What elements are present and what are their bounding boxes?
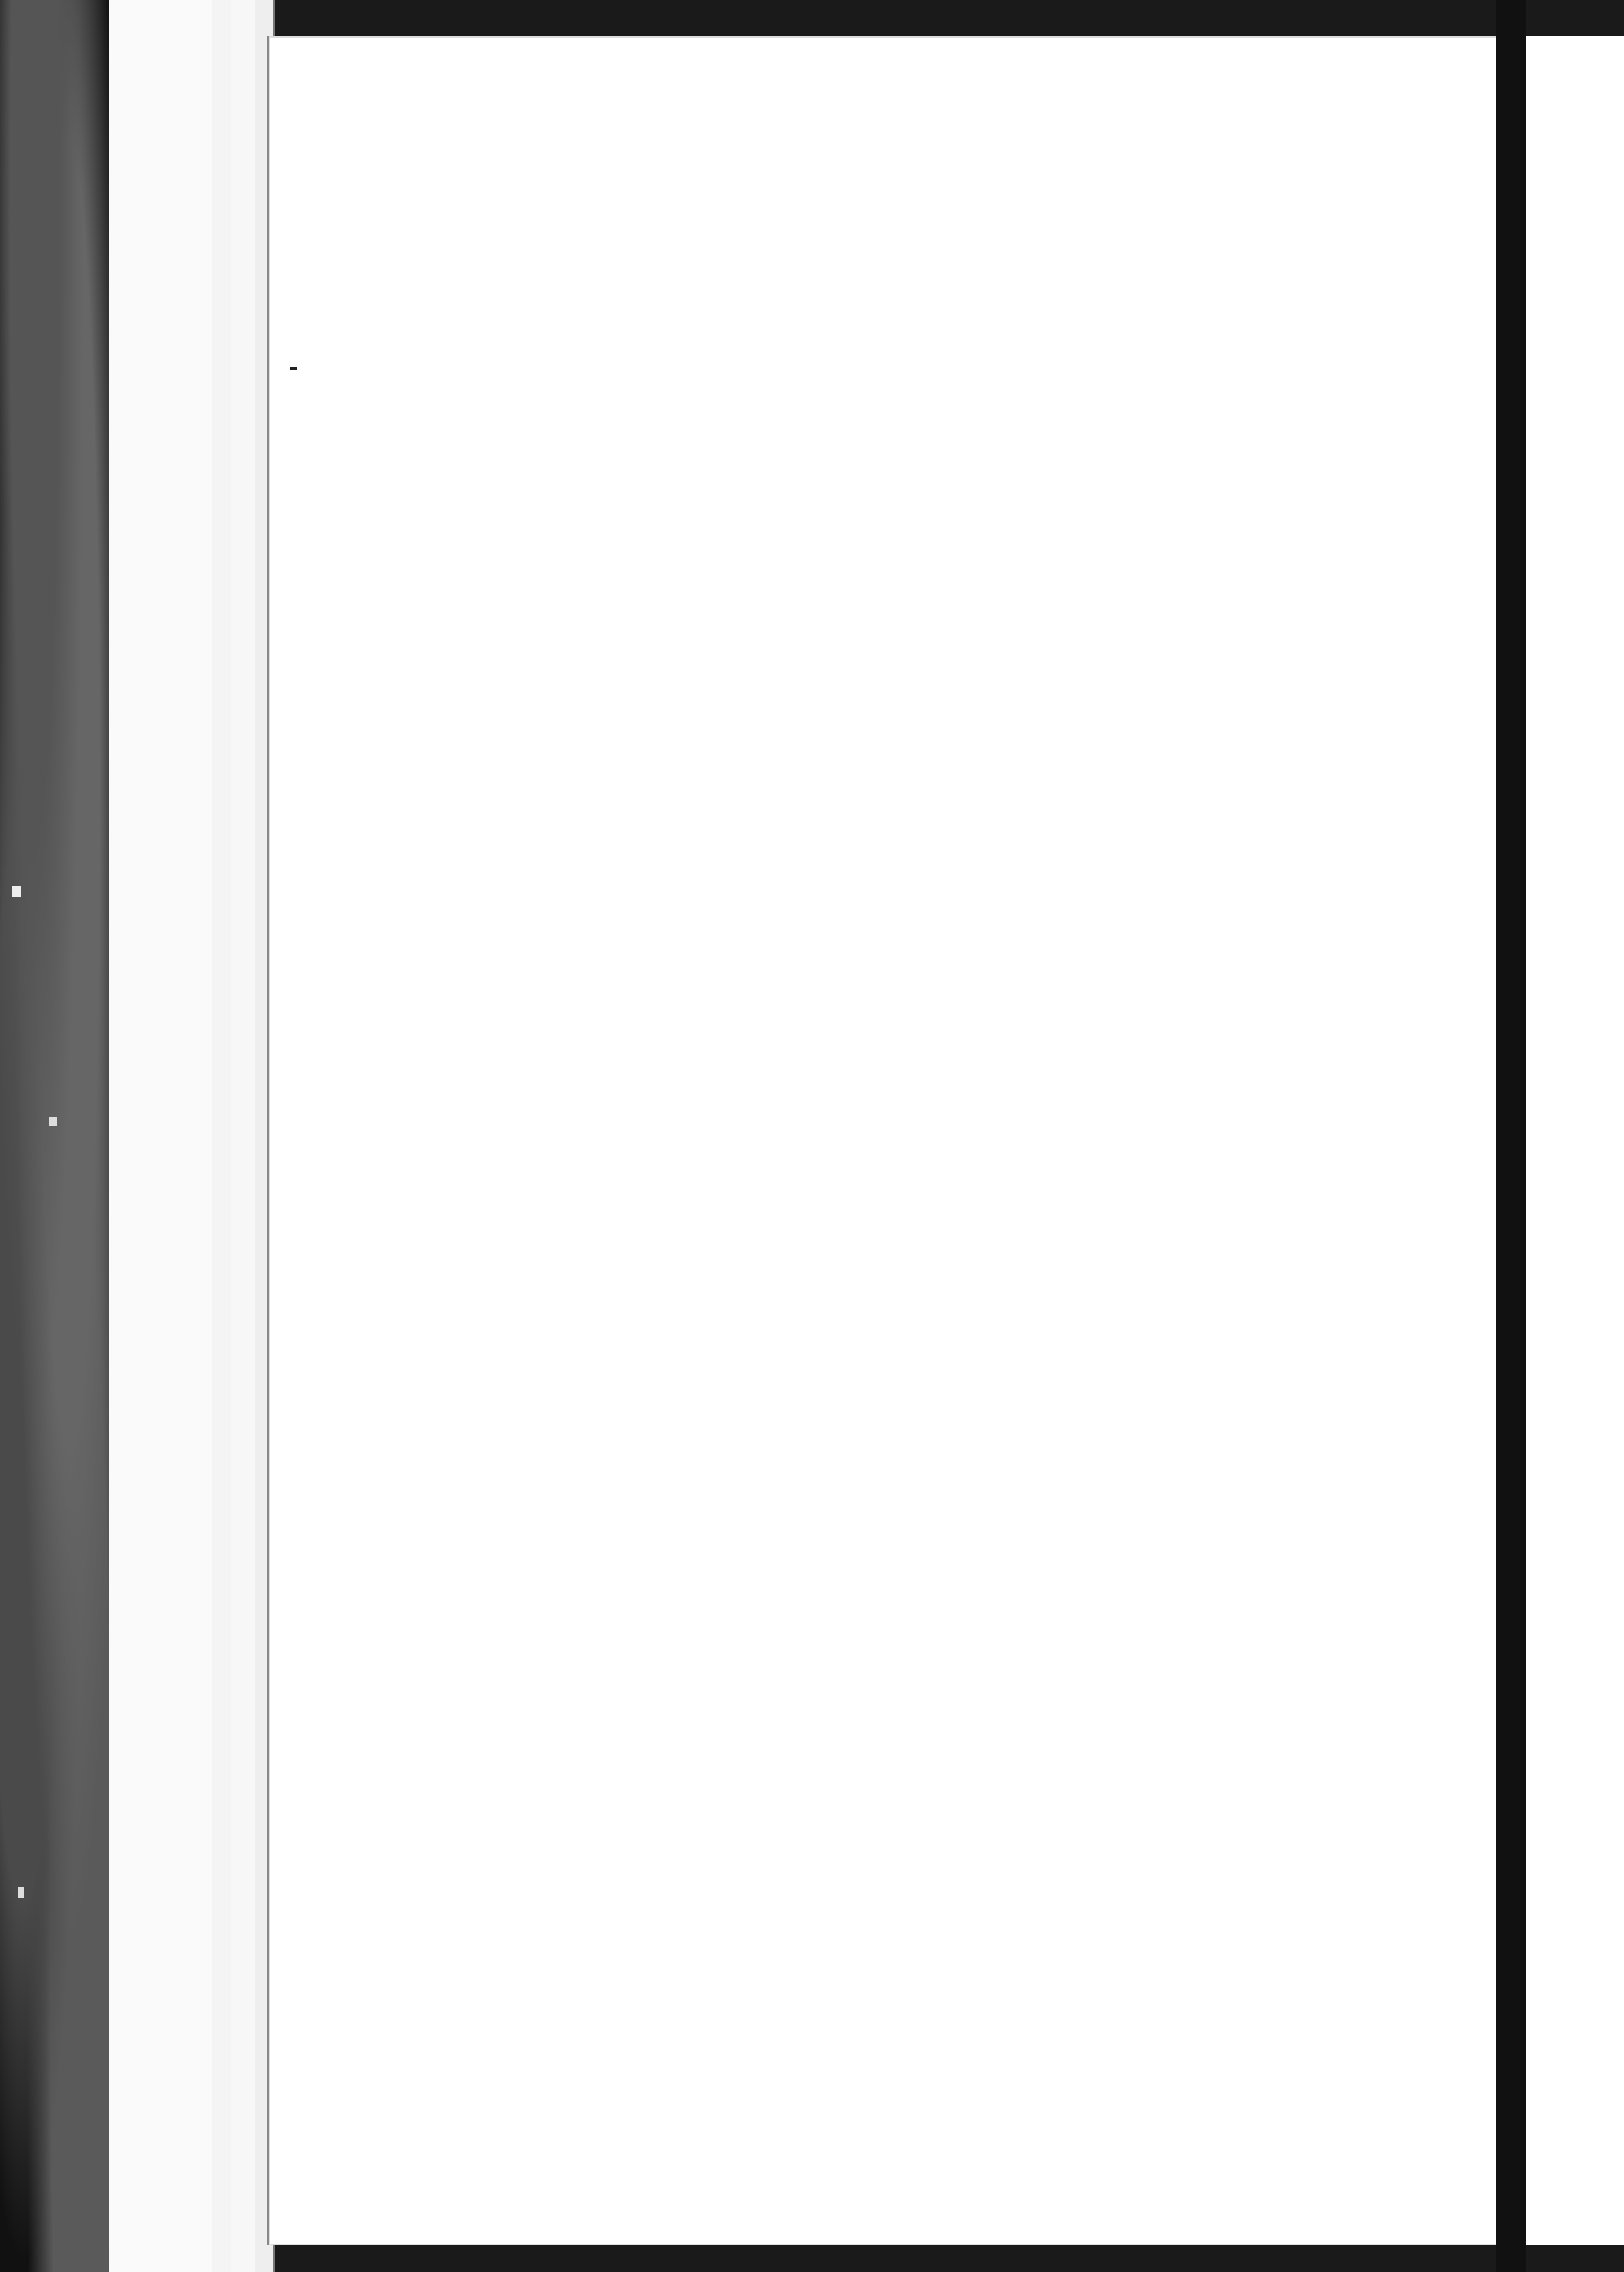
- book-page: [267, 36, 1498, 2245]
- dark-scan-background: [0, 0, 115, 2272]
- scan-speck: [290, 367, 297, 370]
- left-page-edge: [212, 0, 232, 2272]
- scan-speck: [49, 1117, 57, 1126]
- left-page-edge: [109, 0, 214, 2272]
- book-gutter: [1496, 0, 1526, 2272]
- scan-speck: [12, 886, 21, 897]
- scan-speck: [18, 1887, 24, 1898]
- left-page-edge: [231, 0, 257, 2272]
- facing-page: [1526, 36, 1624, 2245]
